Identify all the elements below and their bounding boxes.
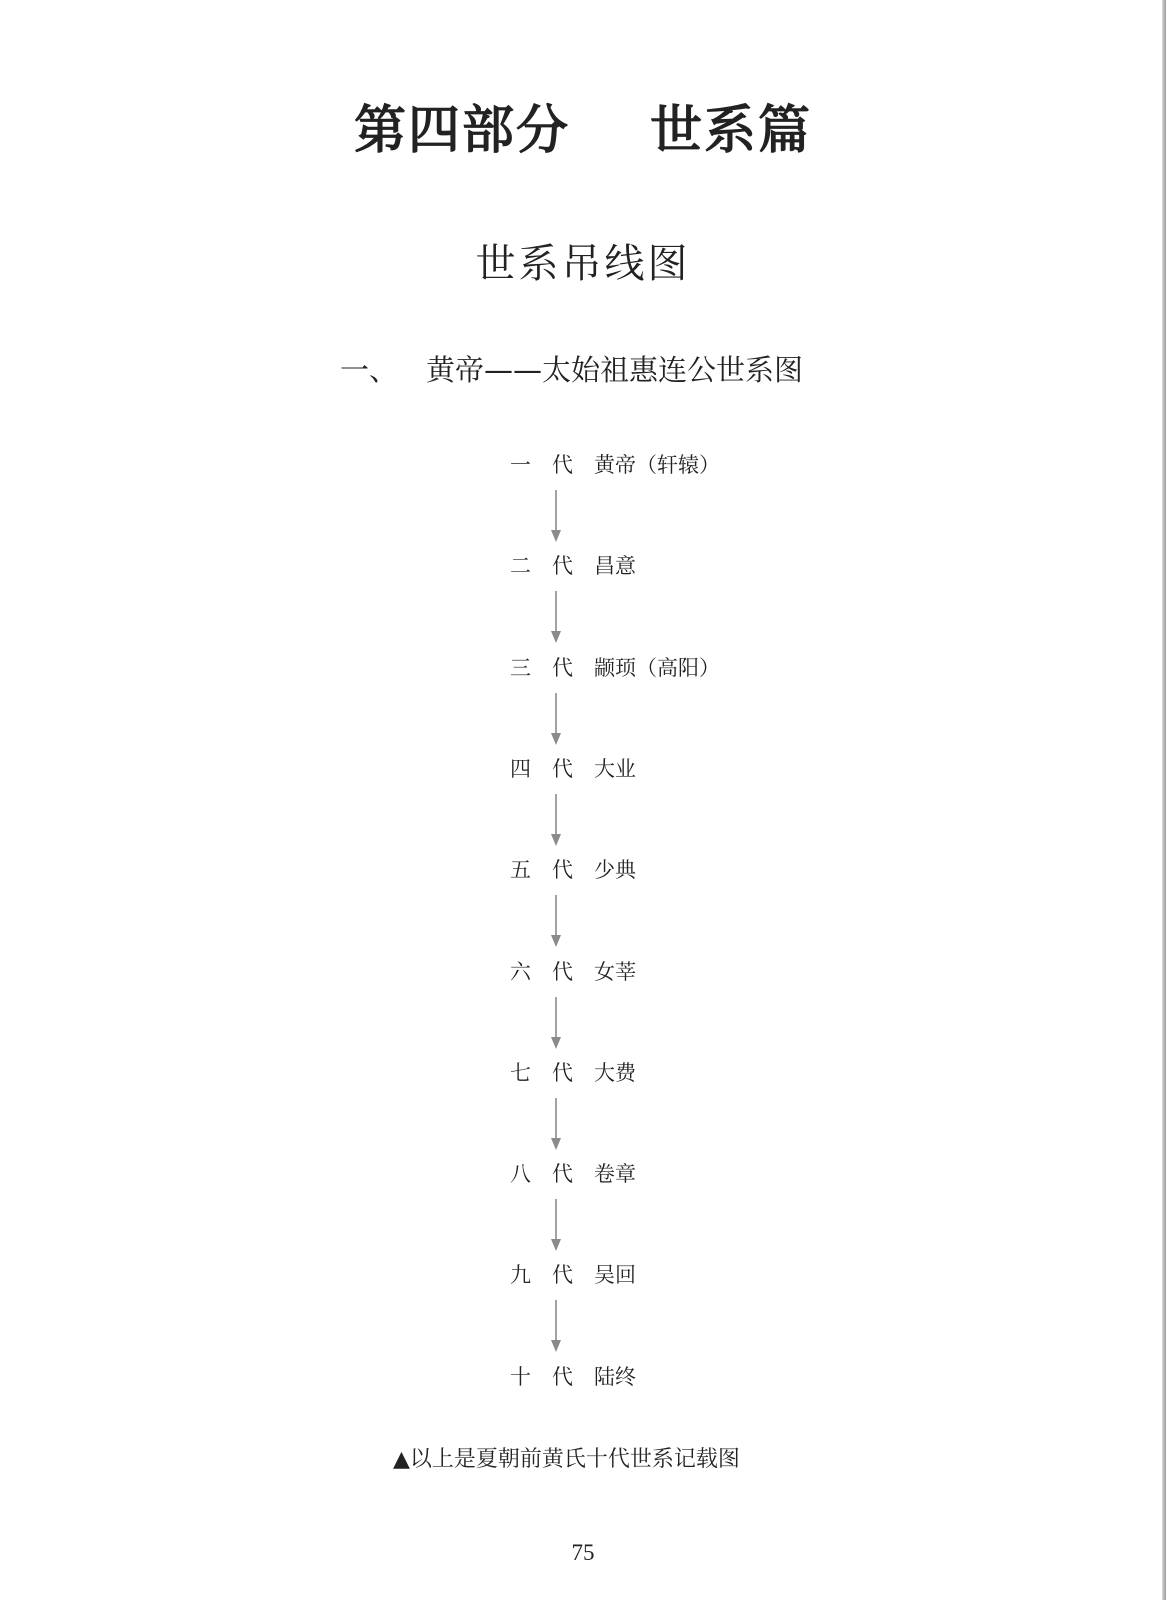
generation-number: 五 <box>510 858 531 882</box>
generation-dai: 代 <box>552 453 573 477</box>
part-label: 第四部分 <box>353 100 570 161</box>
ancestor-name: 少典 <box>594 858 636 882</box>
chart-title: 世系吊线图 <box>475 241 691 287</box>
down-arrow-icon <box>549 490 563 542</box>
down-arrow-icon <box>549 591 563 643</box>
generation-dai: 代 <box>552 554 573 578</box>
ancestor-name: 陆终 <box>594 1365 636 1389</box>
ancestor-name: 昌意 <box>594 554 636 578</box>
generation-dai: 代 <box>552 1263 573 1287</box>
ancestor-name: 大业 <box>594 757 636 781</box>
generation-number: 九 <box>510 1263 531 1287</box>
generation-dai: 代 <box>552 960 573 984</box>
generation-number: 七 <box>510 1061 531 1085</box>
generation-number: 十 <box>510 1365 531 1389</box>
generation-dai: 代 <box>552 757 573 781</box>
generation-number: 四 <box>510 757 531 781</box>
generation-dai: 代 <box>552 656 573 680</box>
ancestor-name: 大费 <box>594 1061 636 1085</box>
page-number: 75 <box>571 1540 595 1565</box>
generation-number: 六 <box>510 960 531 984</box>
down-arrow-icon <box>549 794 563 846</box>
ancestor-name: 卷章 <box>594 1162 636 1186</box>
generation-number: 二 <box>510 554 531 578</box>
down-arrow-icon <box>549 1098 563 1150</box>
section-heading <box>340 348 803 389</box>
generation-dai: 代 <box>552 1162 573 1186</box>
generation-number: 一 <box>510 453 531 477</box>
generation-number: 三 <box>510 656 531 680</box>
ancestor-name: 女莘 <box>594 960 636 984</box>
section-label: 世系篇 <box>650 100 813 161</box>
figure-caption: ▲以上是夏朝前黄氏十代世系记载图 <box>393 1447 740 1472</box>
part-title <box>0 88 1166 163</box>
section-heading-text: 黄帝——太始祖惠连公世系图 <box>426 353 804 387</box>
down-arrow-icon <box>549 693 563 745</box>
down-arrow-icon <box>549 895 563 947</box>
down-arrow-icon <box>549 997 563 1049</box>
ancestor-name: 颛顼（高阳） <box>594 656 720 680</box>
section-heading-number: 一、 <box>340 353 399 387</box>
ancestor-name: 吴回 <box>594 1263 636 1287</box>
ancestor-name: 黄帝（轩辕） <box>594 453 720 477</box>
down-arrow-icon <box>549 1300 563 1352</box>
generation-dai: 代 <box>552 858 573 882</box>
generation-dai: 代 <box>552 1365 573 1389</box>
generation-number: 八 <box>510 1162 531 1186</box>
down-arrow-icon <box>549 1199 563 1251</box>
generation-dai: 代 <box>552 1061 573 1085</box>
